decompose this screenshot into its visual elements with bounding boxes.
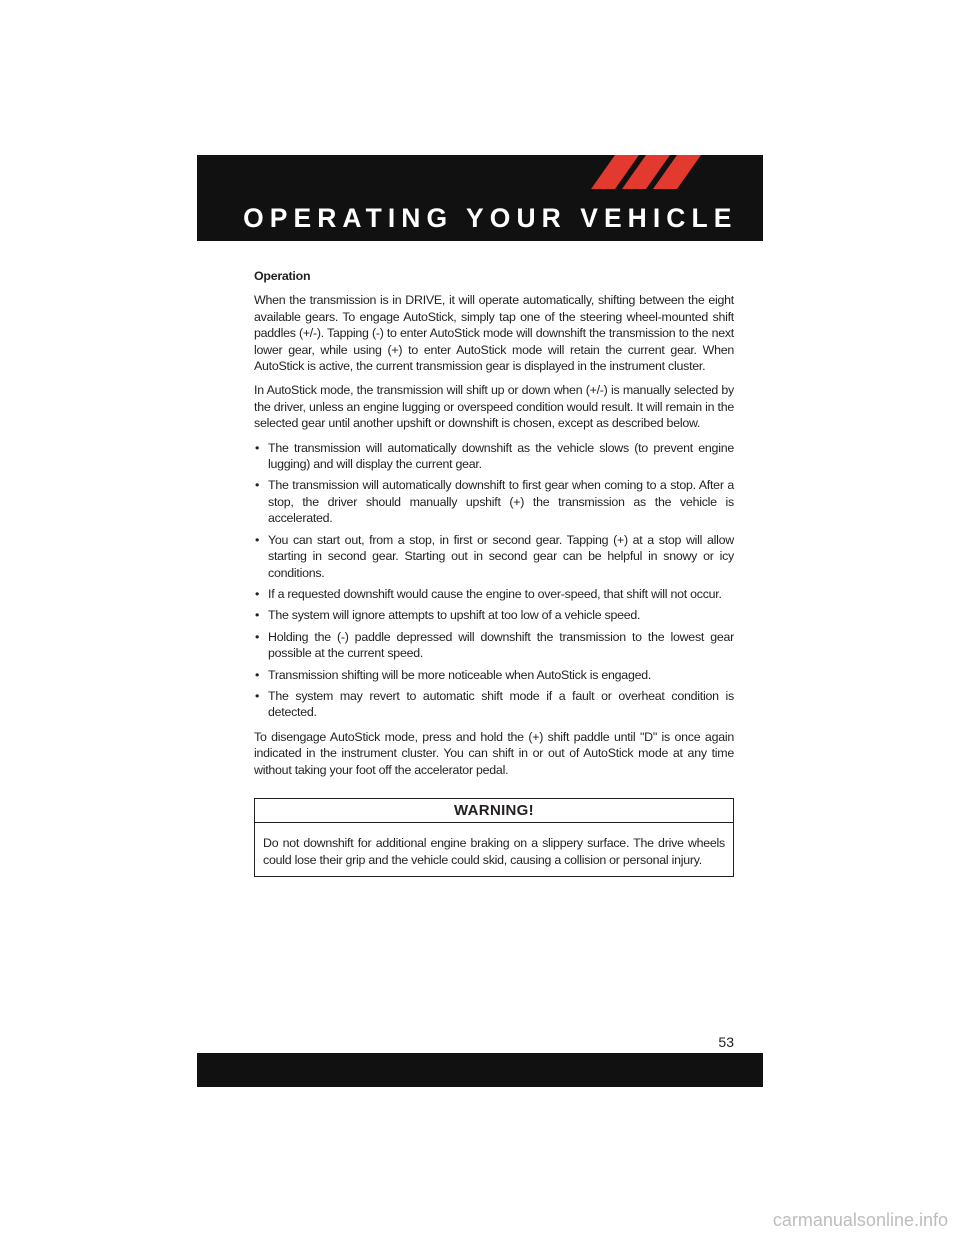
bullet-icon: • <box>255 608 260 623</box>
paragraph-autostick-mode: In AutoStick mode, the transmission will shift up or down when (+/-) is manually selected by the driver, unless an engine lugging or overspeed condition would result. It will remain in the selected gear until another upshift or downshift is chosen, except as described below. <box>254 383 734 431</box>
section-heading: Operation <box>254 269 311 283</box>
warning-text: Do not downshift for additional engine braking on a slippery surface. The drive wheels could lose their grip and the vehicle could skid, causing a collision or personal injury. <box>263 836 725 867</box>
list-item: • The transmission will automatically downshift as the vehicle slows (to prevent engine lugging) and will display the current gear. <box>255 440 734 472</box>
page-number: 53 <box>718 1034 734 1050</box>
paragraph-operation-intro: When the transmission is in DRIVE, it will operate automatically, shifting between the eight available gears. To engage AutoStick, simply tap one of the steering wheel-mounted shift paddles (+/-). Tapping (-) to enter AutoStick mode will downshift the transmission to the next lower gear, while using (+) to enter AutoStick mode will retain the current gear. When AutoStick is active, the current transmission gear is displayed in the instrument cluster. <box>254 293 734 374</box>
header-bar <box>197 155 763 241</box>
watermark-text[interactable]: carmanualsonline.info <box>772 1210 948 1230</box>
bullet-icon: • <box>255 478 260 493</box>
list-item: • If a requested downshift would cause the engine to over-speed, that shift will not occur. <box>255 586 722 601</box>
list-item: • The transmission will automatically downshift to first gear when coming to a stop. After a stop, the driver should manually upshift (+) the transmission as the vehicle is accelerated. <box>255 478 734 526</box>
bullet-icon: • <box>255 667 260 682</box>
warning-title: WARNING! <box>255 799 733 823</box>
bullet-icon: • <box>255 629 260 644</box>
bullet-list <box>254 440 734 721</box>
bullet-icon: • <box>255 440 260 455</box>
paragraph-disengage: To disengage AutoStick mode, press and hold the (+) shift paddle until "D" is once again indicated in the instrument cluster. You can shift in or out of AutoStick mode at any time without taking your foot off the accelerator pedal. <box>254 729 734 777</box>
warning-box <box>254 798 734 877</box>
list-item: • Holding the (-) paddle depressed will downshift the transmission to the lowest gear possible at the current speed. <box>255 629 734 661</box>
list-item: • The system may revert to automatic shift mode if a fault or overheat condition is detected. <box>255 688 734 720</box>
bullet-icon: • <box>255 586 260 601</box>
bullet-icon: • <box>255 688 260 703</box>
bullet-icon: • <box>255 532 260 547</box>
list-item: • Transmission shifting will be more noticeable when AutoStick is engaged. <box>255 667 652 682</box>
page-content <box>254 268 734 877</box>
footer-bar <box>197 1053 763 1087</box>
racing-stripes-logo <box>591 155 701 189</box>
section-header-title: OPERATING YOUR VEHICLE <box>242 203 737 233</box>
list-item: • The system will ignore attempts to upshift at too low of a vehicle speed. <box>255 608 641 623</box>
list-item: • You can start out, from a stop, in first or second gear. Tapping (+) at a stop will allow starting in second gear. Starting out in second gear can be helpful in snowy or icy conditions. <box>255 532 734 580</box>
